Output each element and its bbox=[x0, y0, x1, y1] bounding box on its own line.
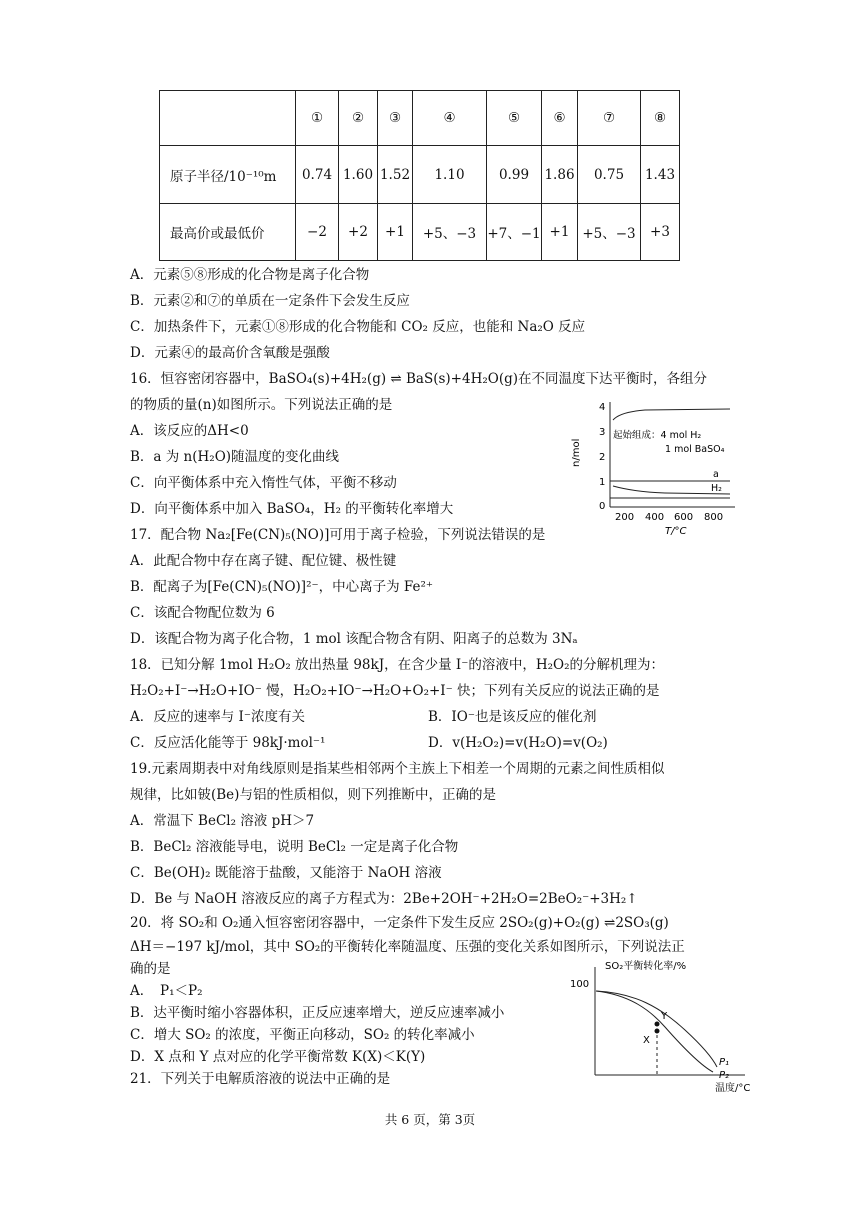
y-tick-label: 100 bbox=[570, 979, 590, 990]
q20-option-a: A． P₁＜P₂ bbox=[130, 983, 203, 999]
q20-option-d: D．X 点和 Y 点对应的化学平衡常数 K(X)＜K(Y) bbox=[130, 1049, 426, 1065]
table-cell: +1 bbox=[542, 204, 578, 261]
q19-option-b: B．BeCl₂ 溶液能导电，说明 BeCl₂ 一定是离子化合物 bbox=[130, 839, 459, 855]
x-axis-label: T/°C bbox=[665, 526, 687, 537]
y-tick-label: 2 bbox=[599, 452, 606, 463]
equilibrium-chart bbox=[565, 392, 745, 540]
q15-option-c: C．加热条件下，元素①⑧形成的化合物能和 CO₂ 反应，也能和 Na₂O 反应 bbox=[130, 319, 586, 335]
chart1-annotation-line1: 起始组成：4 mol H₂ bbox=[613, 430, 702, 441]
x-tick-label: 800 bbox=[704, 512, 724, 523]
q20-option-b: B．达平衡时缩小容器体积，正反应速率增大，逆反应速率减小 bbox=[130, 1005, 505, 1021]
x-axis-label: 温度/°C bbox=[715, 1083, 751, 1094]
q18-option-a: A．反应的速率与 I⁻浓度有关 bbox=[130, 709, 305, 725]
q19-option-d: D．Be 与 NaOH 溶液反应的离子方程式为：2Be+2OH⁻+2H₂O=2BeO₂⁻+3H₂↑ bbox=[130, 891, 638, 907]
table-header-row bbox=[160, 91, 680, 146]
table-cell: +1 bbox=[378, 204, 413, 261]
table-header-cell: ⑧ bbox=[641, 91, 680, 146]
table-header-cell: ② bbox=[339, 91, 378, 146]
q20-option-c: C．增大 SO₂ 的浓度，平衡正向移动，SO₂ 的转化率减小 bbox=[130, 1027, 475, 1043]
y-tick-label: 1 bbox=[599, 477, 606, 488]
y-tick-label: 4 bbox=[599, 402, 606, 413]
q17-option-c: C．该配合物配位数为 6 bbox=[130, 605, 275, 621]
table-cell: +3 bbox=[641, 204, 680, 261]
x-tick-label: 400 bbox=[645, 512, 665, 523]
q18-option-b: B．IO⁻也是该反应的催化剂 bbox=[428, 709, 597, 725]
q18-stem-line2: H₂O₂+I⁻→H₂O+IO⁻ 慢，H₂O₂+IO⁻→H₂O+O₂+I⁻ 快；下列有关反应的说法正确的是 bbox=[130, 683, 660, 699]
table-header-cell: ④ bbox=[413, 91, 487, 146]
p1-label: P₁ bbox=[719, 1057, 730, 1068]
point-x bbox=[655, 1029, 660, 1034]
p2-label: P₂ bbox=[719, 1070, 730, 1081]
q15-option-d: D．元素④的最高价含氧酸是强酸 bbox=[130, 345, 330, 361]
curve-h2-label: H₂ bbox=[711, 483, 722, 494]
q17-stem: 17．配合物 Na₂[Fe(CN)₅(NO)]可用于离子检验，下列说法错误的是 bbox=[130, 527, 546, 543]
q16-option-a: A．该反应的ΔH<0 bbox=[130, 423, 249, 439]
y-axis-label: n/mol bbox=[571, 438, 582, 467]
q20-stem-line3: 确的是 bbox=[130, 961, 171, 977]
table-header-cell: ⑦ bbox=[578, 91, 641, 146]
q16-stem-line1: 16．恒容密闭容器中，BaSO₄(s)+4H₂(g) ⇌ BaS(s)+4H₂O(g)在不同温度下达平衡时，各组分 bbox=[130, 371, 707, 387]
curve-p2 bbox=[596, 991, 713, 1072]
q18-stem-line1: 18．已知分解 1mol H₂O₂ 放出热量 98kJ，在含少量 I⁻的溶液中，H₂O₂的分解机理为： bbox=[130, 657, 665, 673]
point-y-label: Y bbox=[661, 1011, 668, 1022]
q20-stem-line2: ΔH＝−197 kJ/mol，其中 SO₂的平衡转化率随温度、压强的变化关系如图所示，下列说法正 bbox=[130, 939, 685, 955]
q15-option-b: B．元素②和⑦的单质在一定条件下会发生反应 bbox=[130, 293, 410, 309]
table-row bbox=[160, 146, 680, 204]
atomic-data-table bbox=[159, 90, 680, 261]
y-ticks bbox=[599, 402, 605, 512]
table-header-cell: ① bbox=[296, 91, 339, 146]
q15-option-a: A．元素⑤⑧形成的化合物是离子化合物 bbox=[130, 267, 370, 283]
page-footer: 共 6 页，第 3页 bbox=[384, 1112, 476, 1127]
table-header-cell: ⑤ bbox=[487, 91, 542, 146]
q16-stem-line2: 的物质的量(n)如图所示。下列说法正确的是 bbox=[130, 397, 393, 413]
table-cell: 0.99 bbox=[487, 146, 542, 204]
table-cell: 1.10 bbox=[413, 146, 487, 204]
table-cell: 1.60 bbox=[339, 146, 378, 204]
q20-stem-line1: 20．将 SO₂和 O₂通入恒容密闭容器中，一定条件下发生反应 2SO₂(g)+O₂(g) ⇌2SO₃(g) bbox=[130, 915, 669, 931]
point-y bbox=[655, 1022, 660, 1027]
so2-conversion-chart bbox=[565, 955, 765, 1097]
q16-option-c: C．向平衡体系中充入惰性气体，平衡不移动 bbox=[130, 475, 397, 491]
q17-option-a: A．此配合物中存在离子键、配位键、极性键 bbox=[130, 553, 397, 569]
table-row-label: 原子半径/10⁻¹⁰m bbox=[160, 146, 296, 204]
y-tick-label: 0 bbox=[599, 501, 606, 512]
table-cell: +5、−3 bbox=[578, 204, 641, 261]
table-cell: +5、−3 bbox=[413, 204, 487, 261]
table-cell: 1.43 bbox=[641, 146, 680, 204]
table-cell: +2 bbox=[339, 204, 378, 261]
table-cell: 0.75 bbox=[578, 146, 641, 204]
x-tick-label: 200 bbox=[615, 512, 635, 523]
table-cell: 0.74 bbox=[296, 146, 339, 204]
q18-option-d: D．v(H₂O₂)=v(H₂O)=v(O₂) bbox=[428, 735, 608, 751]
q19-option-c: C．Be(OH)₂ 既能溶于盐酸，又能溶于 NaOH 溶液 bbox=[130, 865, 442, 881]
q19-stem-line2: 规律，比如铍(Be)与铝的性质相似，则下列推断中，正确的是 bbox=[130, 787, 496, 803]
table-cell: 1.86 bbox=[542, 146, 578, 204]
x-tick-label: 600 bbox=[674, 512, 694, 523]
table-cell: 1.52 bbox=[378, 146, 413, 204]
q16-option-d: D．向平衡体系中加入 BaSO₄，H₂ 的平衡转化率增大 bbox=[130, 501, 454, 517]
table-row-label: 最高价或最低价 bbox=[160, 204, 296, 261]
q18-option-c: C．反应活化能等于 98kJ·mol⁻¹ bbox=[130, 735, 326, 751]
q17-option-d: D．该配合物为离子化合物，1 mol 该配合物含有阴、阳离子的总数为 3Nₐ bbox=[130, 631, 578, 647]
q16-option-b: B．a 为 n(H₂O)随温度的变化曲线 bbox=[130, 449, 340, 465]
q19-option-a: A．常温下 BeCl₂ 溶液 pH＞7 bbox=[130, 813, 315, 829]
point-x-label: X bbox=[643, 1035, 650, 1046]
table-header-cell: ⑥ bbox=[542, 91, 578, 146]
top-curve bbox=[613, 409, 730, 420]
table-cell: −2 bbox=[296, 204, 339, 261]
q17-option-b: B．配离子为[Fe(CN)₅(NO)]²⁻，中心离子为 Fe²⁺ bbox=[130, 579, 434, 595]
table-header-cell: ③ bbox=[378, 91, 413, 146]
x-ticks bbox=[615, 512, 723, 523]
curve-a-label: a bbox=[713, 469, 719, 480]
y-axis-label: SO₂平衡转化率/% bbox=[605, 961, 687, 972]
table-header-cell bbox=[160, 91, 296, 146]
chart1-annotation-line2: 1 mol BaSO₄ bbox=[665, 444, 725, 455]
table-row bbox=[160, 204, 680, 261]
table-cell: +7、−1 bbox=[487, 204, 542, 261]
q21-stem: 21．下列关于电解质溶液的说法中正确的是 bbox=[130, 1071, 391, 1087]
y-tick-label: 3 bbox=[599, 427, 606, 438]
q19-stem-line1: 19.元素周期表中对角线原则是指某些相邻两个主族上下相差一个周期的元素之间性质相似 bbox=[130, 761, 665, 777]
